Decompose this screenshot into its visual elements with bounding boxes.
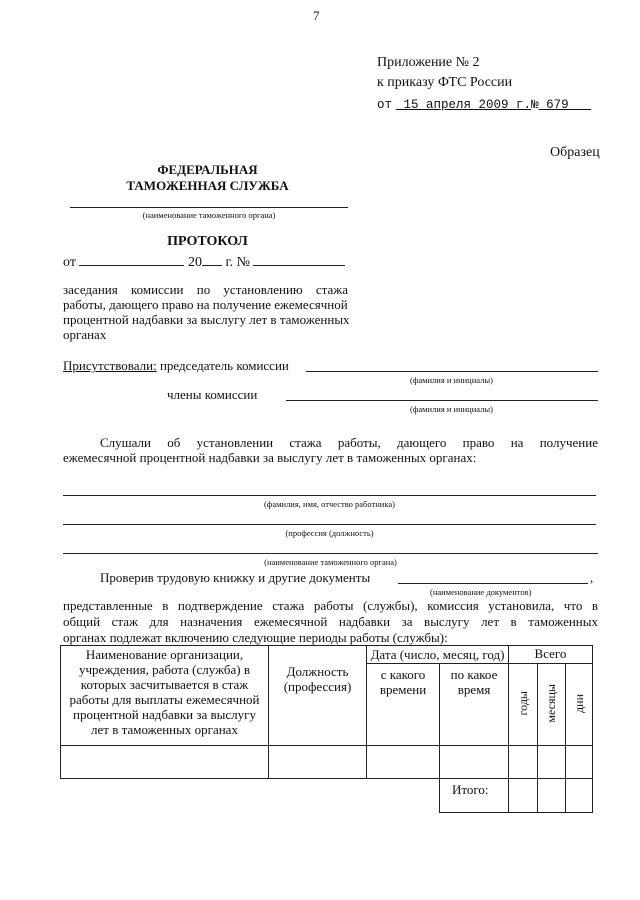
heard-line-2: ежемесячной процентной надбавки за выслугу лет в таможенных органах: [63,450,477,465]
org-line-2: ТАМОЖЕННАЯ СЛУЖБА [126,178,289,193]
header-position: Должность (профессия) [269,646,367,746]
header-total-group: Всего [509,646,593,664]
protocol-subject-line-1: заседания комиссии по установлению стажа [63,282,348,297]
header-days: дни [566,664,593,746]
protocol-number-sign: № [236,255,250,270]
header-years: годы [509,664,538,746]
protocol-number-field[interactable] [253,253,345,266]
page-number: 7 [313,8,320,23]
protocol-year-suffix: г. [225,255,234,270]
header-date-group: Дата (число, месяц, год) [367,646,509,664]
protocol-from-label: от [63,255,76,270]
service-periods-table [60,645,593,813]
org-line-1: ФЕДЕРАЛЬНАЯ [157,162,258,177]
documents-field[interactable] [398,583,588,584]
order-date-line [377,95,591,113]
members-caption: (фамилия и инициалы) [410,404,493,414]
protocol-title: ПРОТОКОЛ [167,234,248,249]
verification-lead: Проверив трудовую книжку и другие документы [100,570,371,585]
total-spacer [61,779,269,813]
verification-body-line-3: органах подлежат включению следующие периоды работы (службы): [63,630,448,645]
verification-body-line-1: представленные в подтверждение стажа работы (службы), комиссия установила, что в [63,598,598,613]
protocol-subject-line-4: органах [63,327,107,342]
order-line: к приказу ФТС России [377,75,513,90]
sample-label: Образец [550,145,600,160]
customs-body-field[interactable] [70,207,348,208]
cell-months[interactable] [538,746,566,779]
employee-position-caption: (профессия (должность) [285,528,374,538]
customs-body-caption: (наименование таможенного органа) [142,210,276,220]
total-spacer [269,779,367,813]
protocol-subject-line-2: работы, дающего право на получение ежемесячной [63,297,348,312]
number-sign: № [531,98,539,112]
cell-years[interactable] [509,746,538,779]
chairman-label: председатель комиссии [159,358,289,373]
employee-name-field[interactable] [63,495,596,496]
total-row [61,779,593,813]
appendix-line: Приложение № 2 [377,55,480,70]
employee-name-caption: (фамилия, имя, отчество работника) [264,499,395,509]
attendance-chairman-line [63,358,289,374]
cell-position[interactable] [269,746,367,779]
protocol-year-field[interactable] [202,253,222,266]
header-date-to: по какое время [440,664,509,746]
total-months[interactable] [538,779,566,813]
header-organization: Наименование организации, учреждения, работа (служба) в которых засчитывается в стаж работы для выплаты ежемесячной процентной надбавки за выслугу лет в таможенных органах [61,646,269,746]
verification-body-line-2: общий стаж для назначения ежемесячной надбавки за выслугу лет в таможенных [63,614,598,629]
chairman-caption: (фамилия и инициалы) [410,375,493,385]
total-label: Итого: [440,779,509,813]
cell-date-to[interactable] [440,746,509,779]
employee-customs-body-field[interactable] [63,553,598,554]
total-days[interactable] [566,779,593,813]
cell-date-from[interactable] [367,746,440,779]
protocol-subject-line-3: процентной надбавки за выслугу лет в таможенных [63,312,350,327]
employee-position-field[interactable] [63,524,596,525]
order-number: 679 [546,98,569,112]
header-months: месяцы [538,664,566,746]
table-row [61,746,593,779]
protocol-date-field[interactable] [79,253,184,266]
chairman-name-field[interactable] [306,371,598,372]
total-years[interactable] [509,779,538,813]
cell-organization[interactable] [61,746,269,779]
date-prefix: от [377,98,393,112]
heard-line-1: Слушали об установлении стажа работы, дающего право на получение [100,435,598,450]
total-spacer [367,779,440,813]
members-names-field[interactable] [286,400,598,401]
protocol-year-prefix: 20 [187,255,202,270]
protocol-date-line [63,253,345,271]
members-label: члены комиссии [167,387,258,402]
verification-comma: , [590,570,594,585]
cell-days[interactable] [566,746,593,779]
employee-customs-body-caption: (наименование таможенного органа) [264,557,397,567]
order-date: 15 апреля 2009 г. [403,98,532,112]
present-label: Присутствовали: [63,358,157,373]
documents-caption: (наименование документов) [430,587,532,597]
header-date-from: с какого времени [367,664,440,746]
